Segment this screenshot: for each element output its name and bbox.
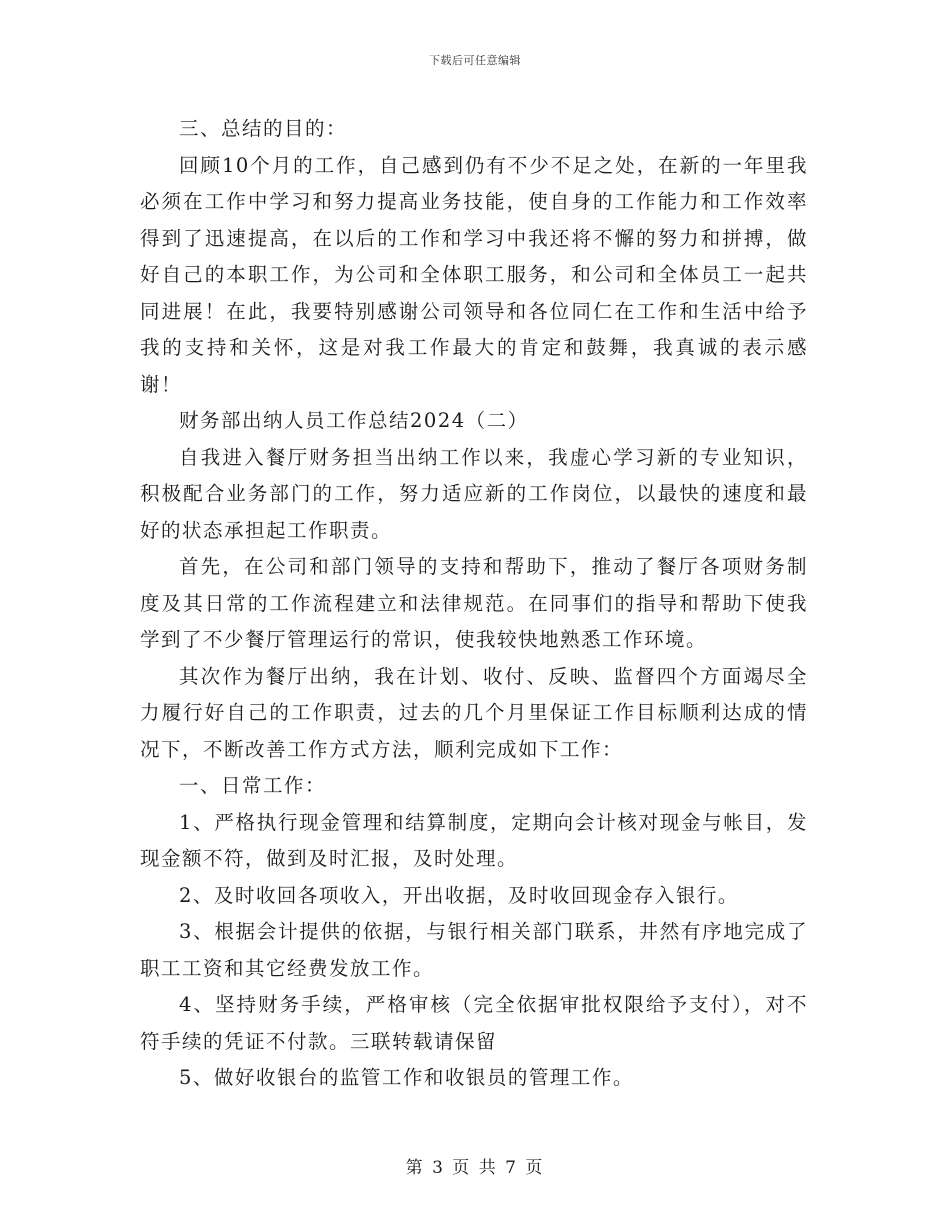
document-subtitle: 财务部出纳人员工作总结2024（二） bbox=[179, 409, 529, 432]
section-heading-purpose: 三、总结的目的： bbox=[179, 117, 348, 140]
page-header: 下载后可任意编辑 bbox=[429, 54, 521, 67]
paragraph-first: 首先，在公司和部门领导的支持和帮助下，推动了餐厅各项财务制度及其日常的工作流程建立和法律规范。在同事们的指导和帮助下使我学到了不少餐厅管理运行的常识，使我较快地熟悉工作环境。 bbox=[140, 555, 808, 651]
page-number-footer: 第 3 页 共 7 页 bbox=[405, 1158, 545, 1178]
paragraph-review: 回顾10个月的工作，自己感到仍有不少不足之处，在新的一年里我必须在工作中学习和努力提高业务技能，使自身的工作能力和工作效率得到了迅速提高，在以后的工作和学习中我还将不懈的努力和拼搏，做好自己的本职工作，为公司和全体职工服务，和公司和全体员工一起共同进展！在此，我要特别感谢公司领导和各位同仁在工作和生活中给予我的支持和关怀，这是对我工作最大的肯定和鼓舞，我真诚的表示感谢！ bbox=[140, 153, 808, 396]
list-item: 2、及时收回各项收入，开出收据，及时收回现金存入银行。 bbox=[179, 883, 739, 907]
list-item: 3、根据会计提供的依据，与银行相关部门联系，井然有序地完成了职工工资和其它经费发放工作。 bbox=[140, 920, 808, 980]
document-body bbox=[140, 111, 808, 1097]
paragraph-second: 其次作为餐厅出纳，我在计划、收付、反映、监督四个方面竭尽全力履行好自己的工作职责，过去的几个月里保证工作目标顺利达成的情况下，不断改善工作方式方法，顺利完成如下工作： bbox=[140, 664, 808, 761]
list-item: 5、做好收银台的监管工作和收银员的管理工作。 bbox=[179, 1066, 634, 1089]
list-item: 4、坚持财务手续，严格审核（完全依据审批权限给予支付），对不符手续的凭证不付款。三联转载请保留 bbox=[140, 993, 808, 1053]
list-item: 1、严格执行现金管理和结算制度，定期向会计核对现金与帐目，发现金额不符，做到及时汇报，及时处理。 bbox=[140, 810, 808, 870]
paragraph-intro: 自我进入餐厅财务担当出纳工作以来，我虚心学习新的专业知识，积极配合业务部门的工作，努力适应新的工作岗位，以最快的速度和最好的状态承担起工作职责。 bbox=[140, 445, 808, 542]
section-heading-daily-work: 一、日常工作： bbox=[179, 774, 327, 797]
